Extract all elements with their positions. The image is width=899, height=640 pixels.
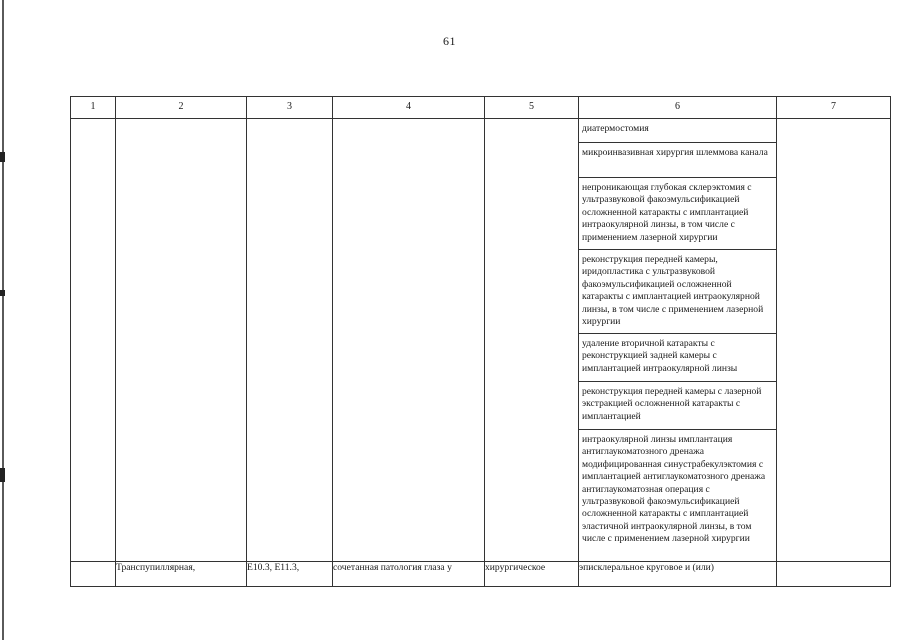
column-header: 2 [116, 97, 247, 119]
table-cell: эписклеральное круговое и (или) [579, 562, 777, 587]
procedures-cell [579, 119, 777, 562]
empty-cell [116, 119, 247, 562]
empty-cell [71, 119, 116, 562]
scan-artifact [0, 468, 5, 482]
page-number: 61 [443, 34, 456, 48]
column-header: 1 [71, 97, 116, 119]
column-header: 3 [247, 97, 333, 119]
column-header: 5 [485, 97, 579, 119]
column-number-row [71, 97, 891, 119]
table-row [71, 119, 891, 562]
procedure-item: реконструкция передней камеры, иридопластика с ультразвуковой факоэмульсификацией осложненной катаракты с имплантацией интраокулярной линзы, в том числе с применением лазерной хирургии [579, 250, 776, 334]
scan-artifact [0, 290, 5, 296]
empty-cell [333, 119, 485, 562]
table-row [71, 562, 891, 587]
procedure-item: диатермостомия [579, 119, 776, 143]
scan-border-line [2, 0, 4, 640]
procedure-item: непроникающая глубокая склерэктомия с ультразвуковой факоэмульсификацией осложненной катаракты с имплантацией интраокулярной линзы, в том числе с применением лазерной хирургии [579, 178, 776, 250]
table-cell: Транспупиллярная, [116, 562, 247, 587]
empty-cell [485, 119, 579, 562]
table-cell [777, 562, 891, 587]
procedure-item: удаление вторичной катаракты с реконструкцией задней камеры с имплантацией интраокулярной линзы [579, 334, 776, 382]
procedure-item: интраокулярной линзы имплантация антиглаукоматозного дренажа модифицированная синустрабекулэктомия с имплантацией антиглаукоматозного дренажа антиглаукоматозная операция с ультразвуковой факоэмульсификацией осложненной катаракты с имплантацией эластичной интраокулярной линзы, в том числе с применением лазерной хирургии [582, 434, 766, 545]
scan-artifact [0, 152, 5, 162]
column-header: 7 [777, 97, 891, 119]
procedure-item: микроинвазивная хирургия шлеммова канала [579, 143, 776, 178]
column-header: 4 [333, 97, 485, 119]
procedure-item: реконструкция передней камеры с лазерной экстракцией осложненной катаракты с имплантацией [579, 382, 776, 430]
table-cell: хирургическое [485, 562, 579, 587]
column-header: 6 [579, 97, 777, 119]
procedures-table [70, 96, 891, 587]
table-cell [71, 562, 116, 587]
table-cell: E10.3, E11.3, [247, 562, 333, 587]
empty-cell [247, 119, 333, 562]
table-cell: сочетанная патология глаза у [333, 562, 485, 587]
empty-cell [777, 119, 891, 562]
